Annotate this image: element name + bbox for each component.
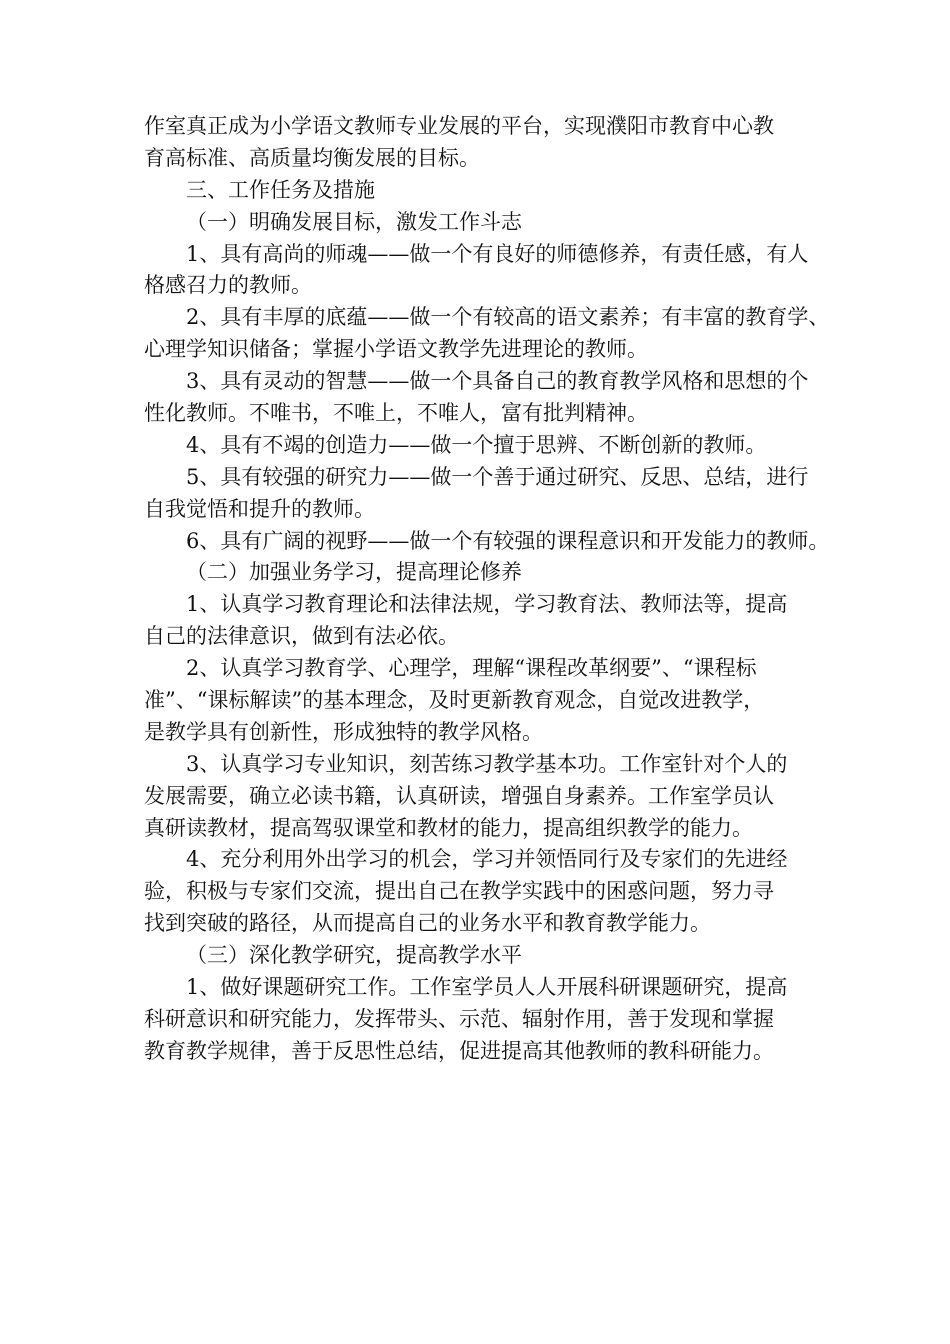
text-line: 格感召力的教师。 xyxy=(144,273,312,298)
text-line: 是教学具有创新性，形成独特的教学风格。 xyxy=(144,719,543,744)
text-line: 6、具有广阔的视野——做一个有较强的课程意识和开发能力的教师。 xyxy=(186,528,830,553)
text-line: 性化教师。不唯书，不唯上，不唯人，富有批判精神。 xyxy=(144,401,648,426)
text-line: 心理学知识储备；掌握小学语文教学先进理论的教师。 xyxy=(144,337,648,362)
text-line: 2、具有丰厚的底蕴——做一个有较高的语文素养；有丰富的教育学、 xyxy=(186,305,830,330)
text-line: 2、认真学习教育学、心理学，理解“课程改革纲要”、“课程标 xyxy=(186,656,757,681)
text-line: 育高标准、高质量均衡发展的目标。 xyxy=(144,145,480,170)
text-line: 验，积极与专家们交流，提出自己在教学实践中的困惑问题，努力寻 xyxy=(144,879,774,904)
text-line: 1、做好课题研究工作。工作室学员人人开展科研课题研究，提高 xyxy=(186,975,788,1000)
text-line: 真研读教材，提高驾驭课堂和教材的能力，提高组织教学的能力。 xyxy=(144,815,753,840)
text-line: 4、具有不竭的创造力——做一个擅于思辨、不断创新的教师。 xyxy=(186,432,767,457)
document-body xyxy=(144,111,844,1068)
text-line: 准”、“课标解读”的基本理念，及时更新教育观念，自觉改进教学， xyxy=(144,688,765,713)
text-line: 自己的法律意识，做到有法必依。 xyxy=(144,624,459,649)
text-line: 三、工作任务及措施 xyxy=(186,177,375,202)
text-line: 3、具有灵动的智慧——做一个具备自己的教育教学风格和思想的个 xyxy=(186,369,809,394)
text-line: 3、认真学习专业知识，刻苦练习教学基本功。工作室针对个人的 xyxy=(186,751,788,776)
text-line: 科研意识和研究能力，发挥带头、示范、辐射作用，善于发现和掌握 xyxy=(144,1006,774,1031)
text-line: （一）明确发展目标，激发工作斗志 xyxy=(186,209,522,234)
text-line: （二）加强业务学习，提高理论修养 xyxy=(186,560,522,585)
text-line: 1、具有高尚的师魂——做一个有良好的师德修养，有责任感，有人 xyxy=(186,241,809,266)
text-line: 1、认真学习教育理论和法律法规，学习教育法、教师法等，提高 xyxy=(186,592,788,617)
text-line: 找到突破的路径，从而提高自己的业务水平和教育教学能力。 xyxy=(144,911,711,936)
text-line: 自我觉悟和提升的教师。 xyxy=(144,496,375,521)
text-line: 5、具有较强的研究力——做一个善于通过研究、反思、总结，进行 xyxy=(186,464,809,489)
text-line: 作室真正成为小学语文教师专业发展的平台，实现濮阳市教育中心教 xyxy=(144,114,774,138)
text-line: （三）深化教学研究，提高教学水平 xyxy=(186,943,522,968)
text-line: 发展需要，确立必读书籍，认真研读，增强自身素养。工作室学员认 xyxy=(144,783,774,808)
text-line: 教育教学规律，善于反思性总结，促进提高其他教师的教科研能力。 xyxy=(144,1038,774,1063)
text-line: 4、充分利用外出学习的机会，学习并领悟同行及专家们的先进经 xyxy=(186,847,788,872)
